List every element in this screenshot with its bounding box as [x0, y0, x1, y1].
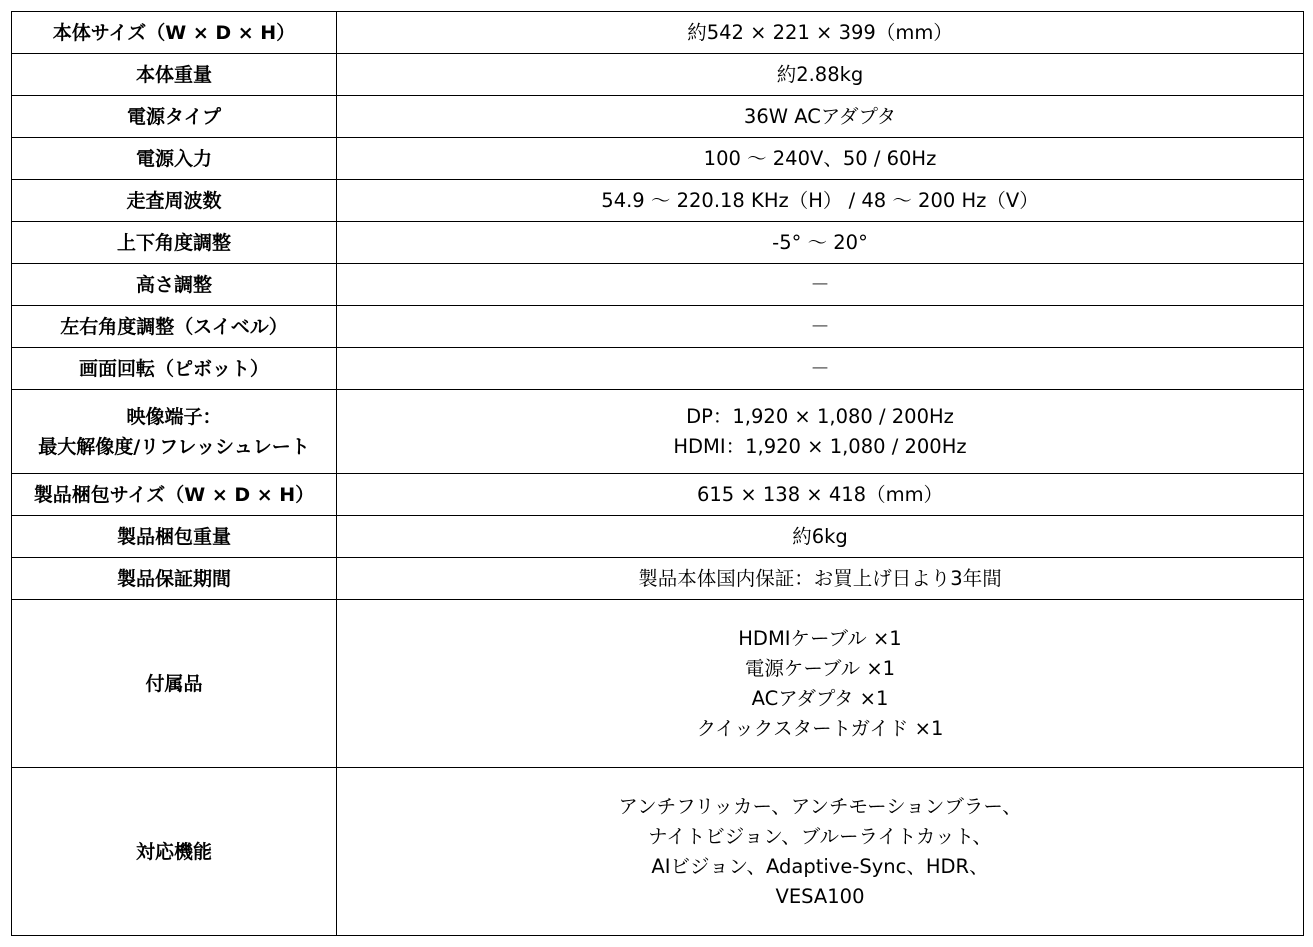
spec-value-cell [337, 768, 1304, 936]
spec-label-cell [12, 558, 337, 600]
spec-row-scan-frequency [12, 180, 1304, 222]
spec-label-cell [12, 600, 337, 768]
spec-label: 付属品 [145, 672, 203, 695]
spec-row-height-adjust [12, 264, 1304, 306]
spec-value: 約2.88kg [776, 62, 864, 86]
spec-label: 高さ調整 [135, 273, 212, 296]
spec-row-power-input [12, 138, 1304, 180]
spec-label: 上下角度調整 [116, 231, 231, 254]
spec-value-cell [337, 600, 1304, 768]
spec-value: 615 × 138 × 418（mm） [696, 482, 944, 506]
spec-value-cell [337, 138, 1304, 180]
spec-label-cell [12, 180, 337, 222]
spec-row-package-weight [12, 516, 1304, 558]
spec-label: 対応機能 [135, 840, 212, 863]
spec-row-package-size [12, 474, 1304, 516]
spec-value: VESA100 [775, 884, 865, 908]
spec-label: 製品梱包重量 [116, 525, 231, 548]
spec-label-cell [12, 96, 337, 138]
spec-label: 製品保証期間 [116, 567, 231, 590]
spec-row-video-ports [12, 390, 1304, 474]
spec-label-cell [12, 768, 337, 936]
spec-value-cell [337, 264, 1304, 306]
spec-value: － [810, 356, 830, 380]
spec-value: 54.9 ～ 220.18 KHz（H） / 48 ～ 200 Hz（V） [601, 188, 1039, 212]
spec-value-cell [337, 96, 1304, 138]
spec-label: 走査周波数 [126, 189, 222, 212]
spec-value: ナイトビジョン、ブルーライトカット、 [648, 824, 992, 848]
spec-value-cell [337, 558, 1304, 600]
spec-value: － [810, 272, 830, 296]
spec-value-cell [337, 516, 1304, 558]
spec-label-cell [12, 474, 337, 516]
spec-value-cell [337, 348, 1304, 390]
spec-label: 製品梱包サイズ（W × D × H） [33, 483, 315, 506]
spec-row-warranty [12, 558, 1304, 600]
spec-label-cell [12, 516, 337, 558]
spec-label: 画面回転（ピボット） [78, 357, 269, 380]
spec-value: ACアダプタ ×1 [751, 686, 889, 710]
spec-label: 最大解像度/リフレッシュレート [38, 435, 310, 458]
spec-value: HDMI：1,920 × 1,080 / 200Hz [673, 434, 967, 458]
spec-value-cell [337, 390, 1304, 474]
spec-row-swivel [12, 306, 1304, 348]
spec-value: HDMIケーブル ×1 [738, 626, 902, 650]
spec-value-cell [337, 54, 1304, 96]
spec-row-tilt [12, 222, 1304, 264]
spec-row-pivot [12, 348, 1304, 390]
spec-value-cell [337, 222, 1304, 264]
spec-label: 映像端子： [126, 405, 222, 428]
spec-label-cell [12, 54, 337, 96]
spec-label: 電源入力 [135, 147, 212, 170]
spec-label-cell [12, 264, 337, 306]
spec-row-power-type [12, 96, 1304, 138]
spec-label: 左右角度調整（スイベル） [60, 315, 288, 338]
spec-row-body-size [12, 12, 1304, 54]
spec-row-features [12, 768, 1304, 936]
spec-value-cell [337, 474, 1304, 516]
spec-value: -5° ～ 20° [772, 230, 868, 254]
spec-label-cell [12, 390, 337, 474]
spec-label-cell [12, 348, 337, 390]
spec-value: アンチフリッカー、アンチモーションブラー、 [618, 794, 1022, 818]
spec-value: 約542 × 221 × 399（mm） [687, 20, 953, 44]
spec-label-cell [12, 306, 337, 348]
spec-value-cell [337, 306, 1304, 348]
spec-value: 製品本体国内保証：お買上げ日より3年間 [638, 566, 1002, 590]
spec-label: 電源タイプ [126, 105, 222, 128]
spec-value-cell [337, 180, 1304, 222]
spec-value-cell [337, 12, 1304, 54]
spec-row-accessories [12, 600, 1304, 768]
spec-label-cell [12, 138, 337, 180]
spec-table [11, 11, 1304, 936]
spec-value: 36W ACアダプタ [743, 104, 897, 128]
spec-row-body-weight [12, 54, 1304, 96]
spec-label: 本体サイズ（W × D × H） [52, 21, 296, 44]
spec-label-cell [12, 222, 337, 264]
spec-label-cell [12, 12, 337, 54]
spec-value: 約6kg [792, 524, 848, 548]
spec-value: クイックスタートガイド ×1 [696, 716, 944, 740]
spec-value: 電源ケーブル ×1 [744, 656, 896, 680]
spec-label: 本体重量 [135, 63, 212, 86]
spec-value: AIビジョン、Adaptive-Sync、HDR、 [651, 854, 989, 878]
spec-value: 100 ～ 240V、50 / 60Hz [703, 146, 937, 170]
spec-table-body [12, 12, 1304, 936]
spec-value: － [810, 314, 830, 338]
spec-value: DP：1,920 × 1,080 / 200Hz [686, 404, 954, 428]
